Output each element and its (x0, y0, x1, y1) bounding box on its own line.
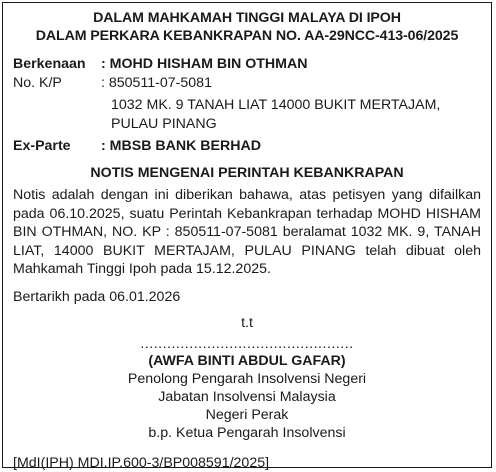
court-heading (13, 9, 481, 45)
dated-line: Bertarikh pada 06.01.2026 (13, 288, 181, 305)
exparte-value: : MBSB BANK BERHAD (101, 138, 261, 154)
signer-state: Negeri Perak (205, 406, 289, 423)
court-heading-line1: DALAM MAHKAMAH TINGGI MALAYA DI IPOH (93, 10, 401, 26)
address-block (101, 96, 481, 134)
legal-notice-box (2, 2, 492, 471)
address-line2: PULAU PINANG (111, 116, 217, 132)
reference-number: [MdI(IPH) MDI.IP.600-3/BP008591/2025] (13, 454, 270, 471)
kp-value: : 850511-07-5081 (101, 75, 212, 91)
signer-name: (AWFA BINTI ABDUL GAFAR) (148, 352, 346, 369)
signature-dotted-line: ................................................ (140, 335, 354, 352)
signer-behalf: b.p. Ketua Pengarah Insolvensi (148, 424, 346, 441)
parties-block (13, 55, 481, 156)
signature-mark: t.t (241, 314, 253, 331)
berkenaan-label: Berkenaan (13, 56, 86, 72)
case-number-line: DALAM PERKARA KEBANKRAPAN NO. AA-29NCC-413-06/2025 (35, 28, 459, 44)
exparte-label: Ex-Parte (13, 138, 71, 154)
kp-label: No. K/P (13, 75, 62, 91)
berkenaan-value: : MOHD HISHAM BIN OTHMAN (101, 56, 308, 72)
signer-title: Penolong Pengarah Insolvensi Negeri (127, 370, 367, 387)
notice-body: Notis adalah dengan ini diberikan bahawa, atas petisyen yang difailkan pada 06.10.2025, suatu Perintah Kebankrapan terhadap MOHD HISHAM BIN OTHMAN, NO. KP : 850511-07-5081 beralamat 1032 MK. 9, TANAH LIAT, 14000 BUKIT MERTAJAM, PULAU PINANG telah dibuat oleh Mahkamah Tinggi Ipoh pada 15.12.2025. (13, 187, 481, 277)
address-line1: 1032 MK. 9 TANAH LIAT 14000 BUKIT MERTAJAM, (111, 97, 441, 113)
notice-title: NOTIS MENGENAI PERINTAH KEBANKRAPAN (90, 165, 404, 181)
signature-block (13, 314, 481, 442)
signer-department: Jabatan Insolvensi Malaysia (158, 388, 336, 405)
